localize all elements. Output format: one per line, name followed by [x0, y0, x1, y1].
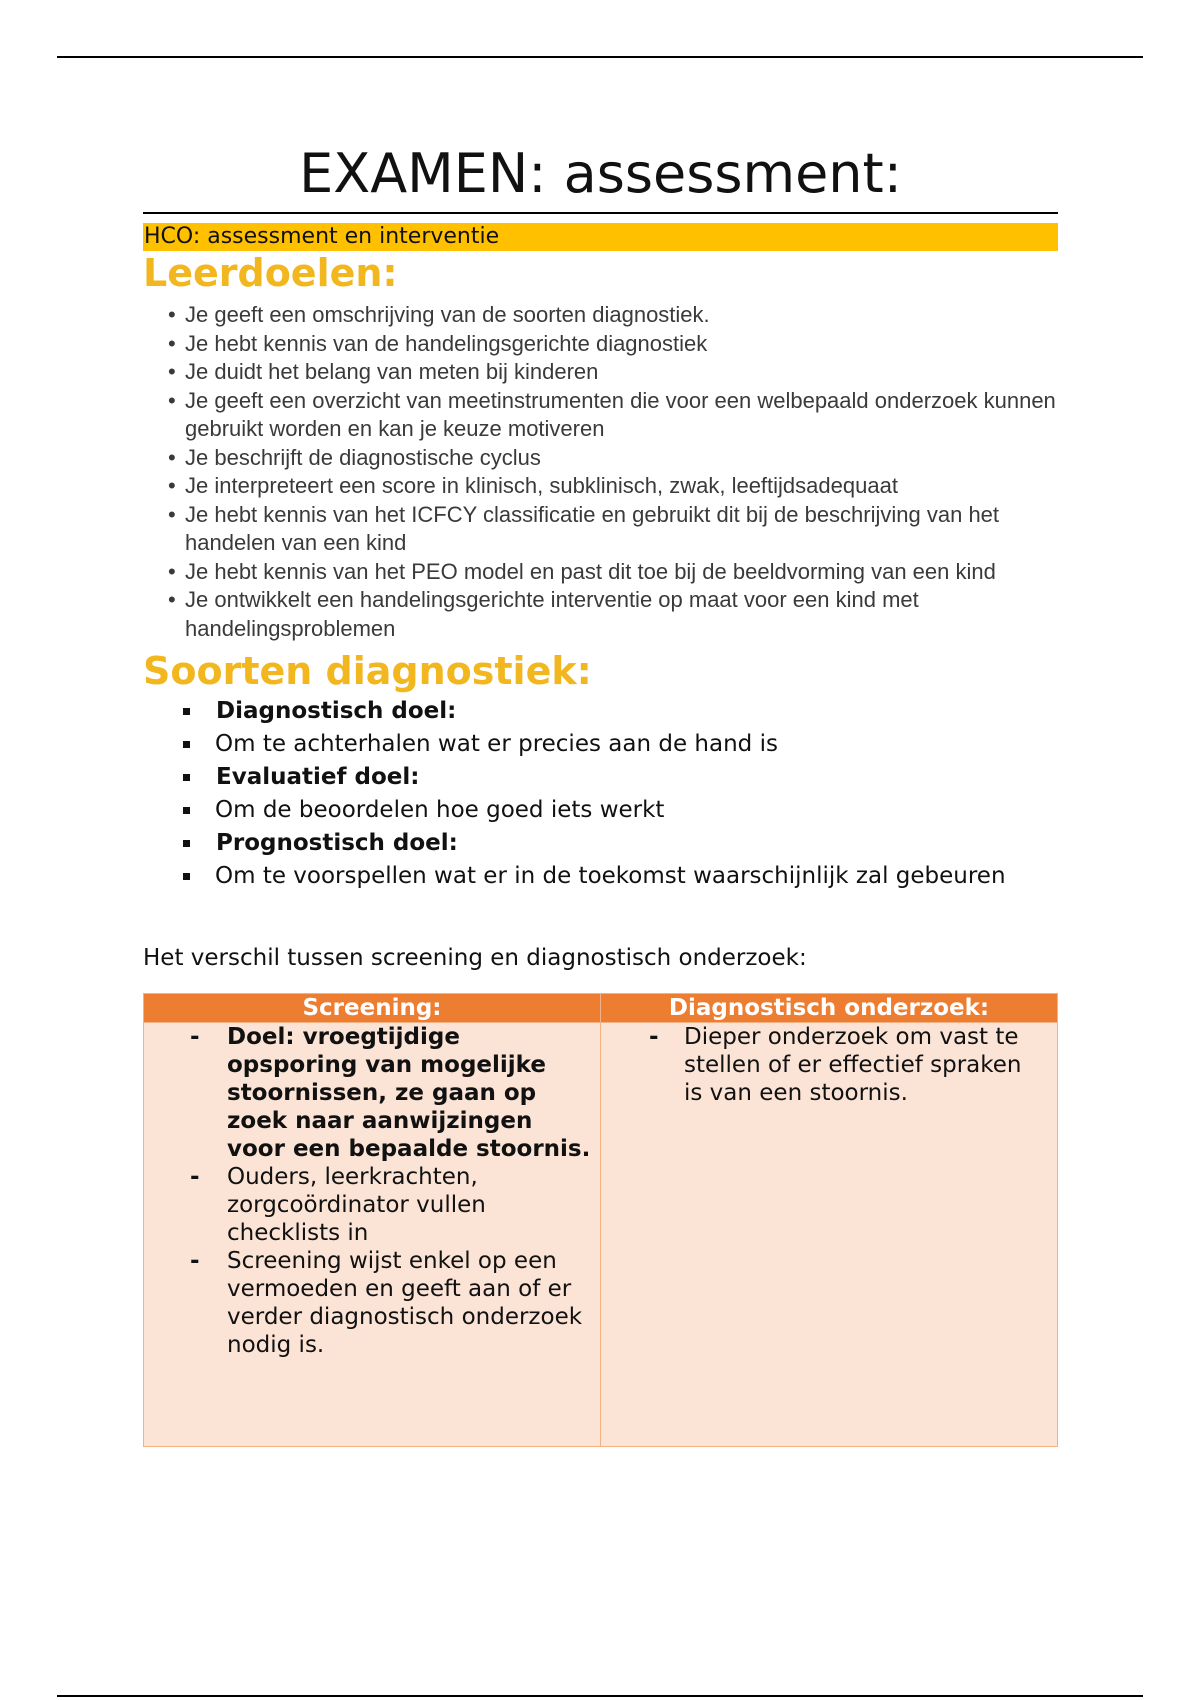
- header-rule: [57, 56, 1143, 58]
- list-item: [143, 695, 1058, 761]
- list-item: • Je hebt kennis van de handelingsgerichte diagnostiek: [168, 330, 1058, 359]
- goal-type-label: Evaluatief doel:: [216, 764, 420, 790]
- course-label-highlight: HCO: assessment en interventie: [143, 223, 1058, 251]
- list-item: - Ouders, leerkrachten, zorgcoördinator vullen checklists in: [144, 1163, 600, 1247]
- comparison-table: [143, 993, 1058, 1447]
- screening-cell: [144, 1023, 601, 1447]
- table-row: [144, 1023, 1058, 1447]
- goal-type-label: Prognostisch doel:: [216, 830, 458, 856]
- goal-type-label: Diagnostisch doel:: [216, 698, 457, 724]
- comparison-intro: Het verschil tussen screening en diagnostisch onderzoek:: [143, 945, 807, 971]
- list-item: - Dieper onderzoek om vast te stellen of er effectief spraken is van een stoornis.: [601, 1023, 1057, 1107]
- page-title: EXAMEN: assessment:: [143, 138, 1058, 214]
- goal-type-detail: Om de beoordelen hoe goed iets werkt: [143, 793, 1058, 827]
- column-header-screening: Screening:: [144, 994, 601, 1023]
- footer-rule: [57, 1695, 1143, 1697]
- document-body: [143, 138, 1058, 1447]
- list-item: • Je interpreteert een score in klinisch, subklinisch, zwak, leeftijdsadequaat: [168, 472, 1058, 501]
- list-item: • Je geeft een omschrijving van de soorten diagnostiek.: [168, 301, 1058, 330]
- goal-type-detail: Om te voorspellen wat er in de toekomst waarschijnlijk zal gebeuren: [143, 859, 1058, 893]
- list-item: • Je hebt kennis van het ICFCY classificatie en gebruikt dit bij de beschrijving van het handelen van een kind: [168, 501, 1058, 558]
- diagnostisch-cell: [601, 1023, 1058, 1447]
- leerdoelen-list: [143, 301, 1058, 643]
- column-header-diagnostisch: Diagnostisch onderzoek:: [601, 994, 1058, 1023]
- list-item: • Je geeft een overzicht van meetinstrumenten die voor een welbepaald onderzoek kunnen gebruikt worden en kan je keuze motiveren: [168, 387, 1058, 444]
- soorten-list: [143, 695, 1058, 893]
- list-item: - Doel: vroegtijdige opsporing van mogelijke stoornissen, ze gaan op zoek naar aanwijzingen voor een bepaalde stoornis.: [144, 1023, 600, 1163]
- leerdoelen-heading: Leerdoelen:: [143, 251, 398, 295]
- goal-type-detail: Om te achterhalen wat er precies aan de hand is: [143, 727, 1058, 761]
- list-item: • Je ontwikkelt een handelingsgerichte interventie op maat voor een kind met handelingsproblemen: [168, 586, 1058, 643]
- list-item: • Je hebt kennis van het PEO model en past dit toe bij de beeldvorming van een kind: [168, 558, 1058, 587]
- list-item: - Screening wijst enkel op een vermoeden en geeft aan of er verder diagnostisch onderzoek nodig is.: [144, 1247, 600, 1359]
- list-item: • Je beschrijft de diagnostische cyclus: [168, 444, 1058, 473]
- list-item: • Je duidt het belang van meten bij kinderen: [168, 358, 1058, 387]
- soorten-heading: Soorten diagnostiek:: [143, 649, 592, 693]
- list-item: [143, 761, 1058, 827]
- list-item: [143, 827, 1058, 893]
